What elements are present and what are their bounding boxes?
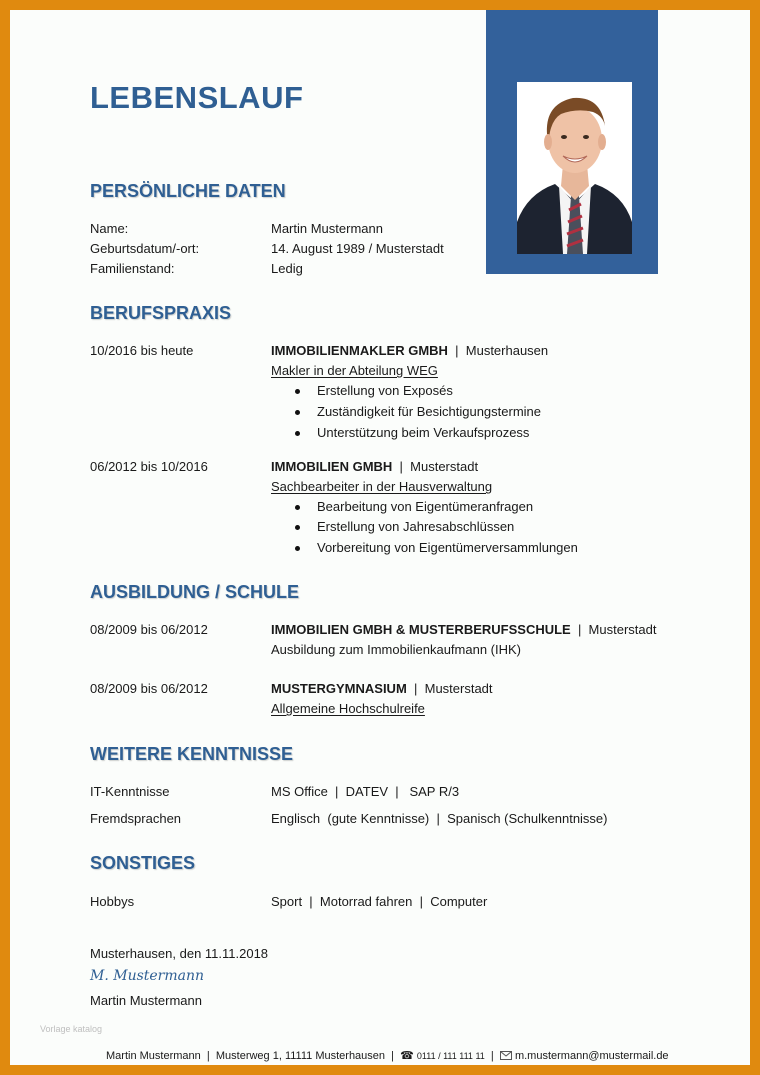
skill-label: IT-Kenntnisse xyxy=(90,784,170,799)
education-institution: MUSTERGYMNASIUM xyxy=(271,681,407,696)
experience-bullet: Bearbeitung von Eigentümeranfragen xyxy=(317,499,534,514)
experience-company: IMMOBILIEN GMBH xyxy=(271,459,393,474)
portrait-photo xyxy=(517,82,632,254)
personal-value: Ledig xyxy=(271,261,303,276)
closing-name: Martin Mustermann xyxy=(90,993,202,1008)
footer-phone: 0111 / 111 111 11 xyxy=(416,1051,485,1061)
experience-bullet: Zuständigkeit für Besichtigungstermine xyxy=(317,404,542,419)
experience-role: Sachbearbeiter in der Hausverwaltung xyxy=(271,479,493,494)
footer: Martin Mustermann | Musterweg 1, 11111 Musterhausen | ☎ 0111 / 111 111 11 | m.mustermann@mustermail.de xyxy=(106,1050,669,1062)
experience-company: IMMOBILIENMAKLER GMBH xyxy=(271,343,448,358)
experience-period: 06/2012 bis 10/2016 xyxy=(90,459,208,474)
section-heading-misc: SONSTIGES xyxy=(90,853,196,873)
experience-bullet: Vorbereitung von Eigentümerversammlungen xyxy=(317,540,578,555)
education-institution-line: MUSTERGYMNASIUM | Musterstadt xyxy=(271,681,493,696)
section-heading-experience: BERUFSPRAXIS xyxy=(90,303,232,323)
skill-value: Englisch (gute Kenntnisse) | Spanisch (Schulkenntnisse) xyxy=(271,811,608,826)
personal-label: Familienstand: xyxy=(90,261,175,276)
place-date: Musterhausen, den 11.11.2018 xyxy=(90,946,269,961)
personal-label: Name: xyxy=(90,221,129,236)
education-institution-line: IMMOBILIEN GMBH & MUSTERBERUFSSCHULE | Musterstadt xyxy=(271,622,657,637)
photo-panel xyxy=(486,10,658,274)
misc-label: Hobbys xyxy=(90,894,135,909)
experience-bullet: Erstellung von Jahresabschlüssen xyxy=(317,519,515,534)
experience-employer: IMMOBILIEN GMBH | Musterstadt xyxy=(271,459,479,474)
experience-bullet: Erstellung von Exposés xyxy=(317,383,453,398)
personal-value: 14. August 1989 / Musterstadt xyxy=(271,241,444,256)
education-institution: IMMOBILIEN GMBH & MUSTERBERUFSSCHULE xyxy=(271,622,571,637)
footer-name: Martin Mustermann xyxy=(106,1050,201,1062)
signature: M. Mustermann xyxy=(90,968,205,984)
misc-value: Sport | Motorrad fahren | Computer xyxy=(271,894,488,909)
page-title: LEBENSLAUF xyxy=(90,80,304,115)
education-detail: Ausbildung zum Immobilienkaufmann (IHK) xyxy=(271,642,521,657)
envelope-icon xyxy=(500,1051,512,1063)
personal-value: Martin Mustermann xyxy=(271,221,383,236)
education-detail: Allgemeine Hochschulreife xyxy=(271,701,425,716)
section-heading-education: AUSBILDUNG / SCHULE xyxy=(90,582,300,602)
experience-period: 10/2016 bis heute xyxy=(90,343,194,358)
phone-icon: ☎ xyxy=(400,1050,414,1062)
education-period: 08/2009 bis 06/2012 xyxy=(90,622,208,637)
education-location: Musterstadt xyxy=(588,622,657,637)
skill-label: Fremdsprachen xyxy=(90,811,182,826)
experience-bullet: Unterstützung beim Verkaufsprozess xyxy=(317,425,530,440)
education-period: 08/2009 bis 06/2012 xyxy=(90,681,208,696)
experience-employer: IMMOBILIENMAKLER GMBH | Musterhausen xyxy=(271,343,549,358)
section-heading-personal: PERSÖNLICHE DATEN xyxy=(90,181,286,201)
footer-address: Musterweg 1, 11111 Musterhausen xyxy=(215,1050,386,1062)
cv-page xyxy=(10,10,750,1065)
skill-value: MS Office | DATEV | SAP R/3 xyxy=(271,784,460,799)
education-location: Musterstadt xyxy=(424,681,493,696)
experience-role: Makler in der Abteilung WEG xyxy=(271,363,438,378)
experience-location: Musterstadt xyxy=(410,459,479,474)
section-heading-skills: WEITERE KENNTNISSE xyxy=(90,744,294,764)
watermark: Vorlage katalog xyxy=(40,1024,103,1034)
footer-email[interactable]: m.mustermann@mustermail.de xyxy=(514,1050,669,1062)
experience-location: Musterhausen xyxy=(465,343,549,358)
personal-label: Geburtsdatum/-ort: xyxy=(90,241,200,256)
